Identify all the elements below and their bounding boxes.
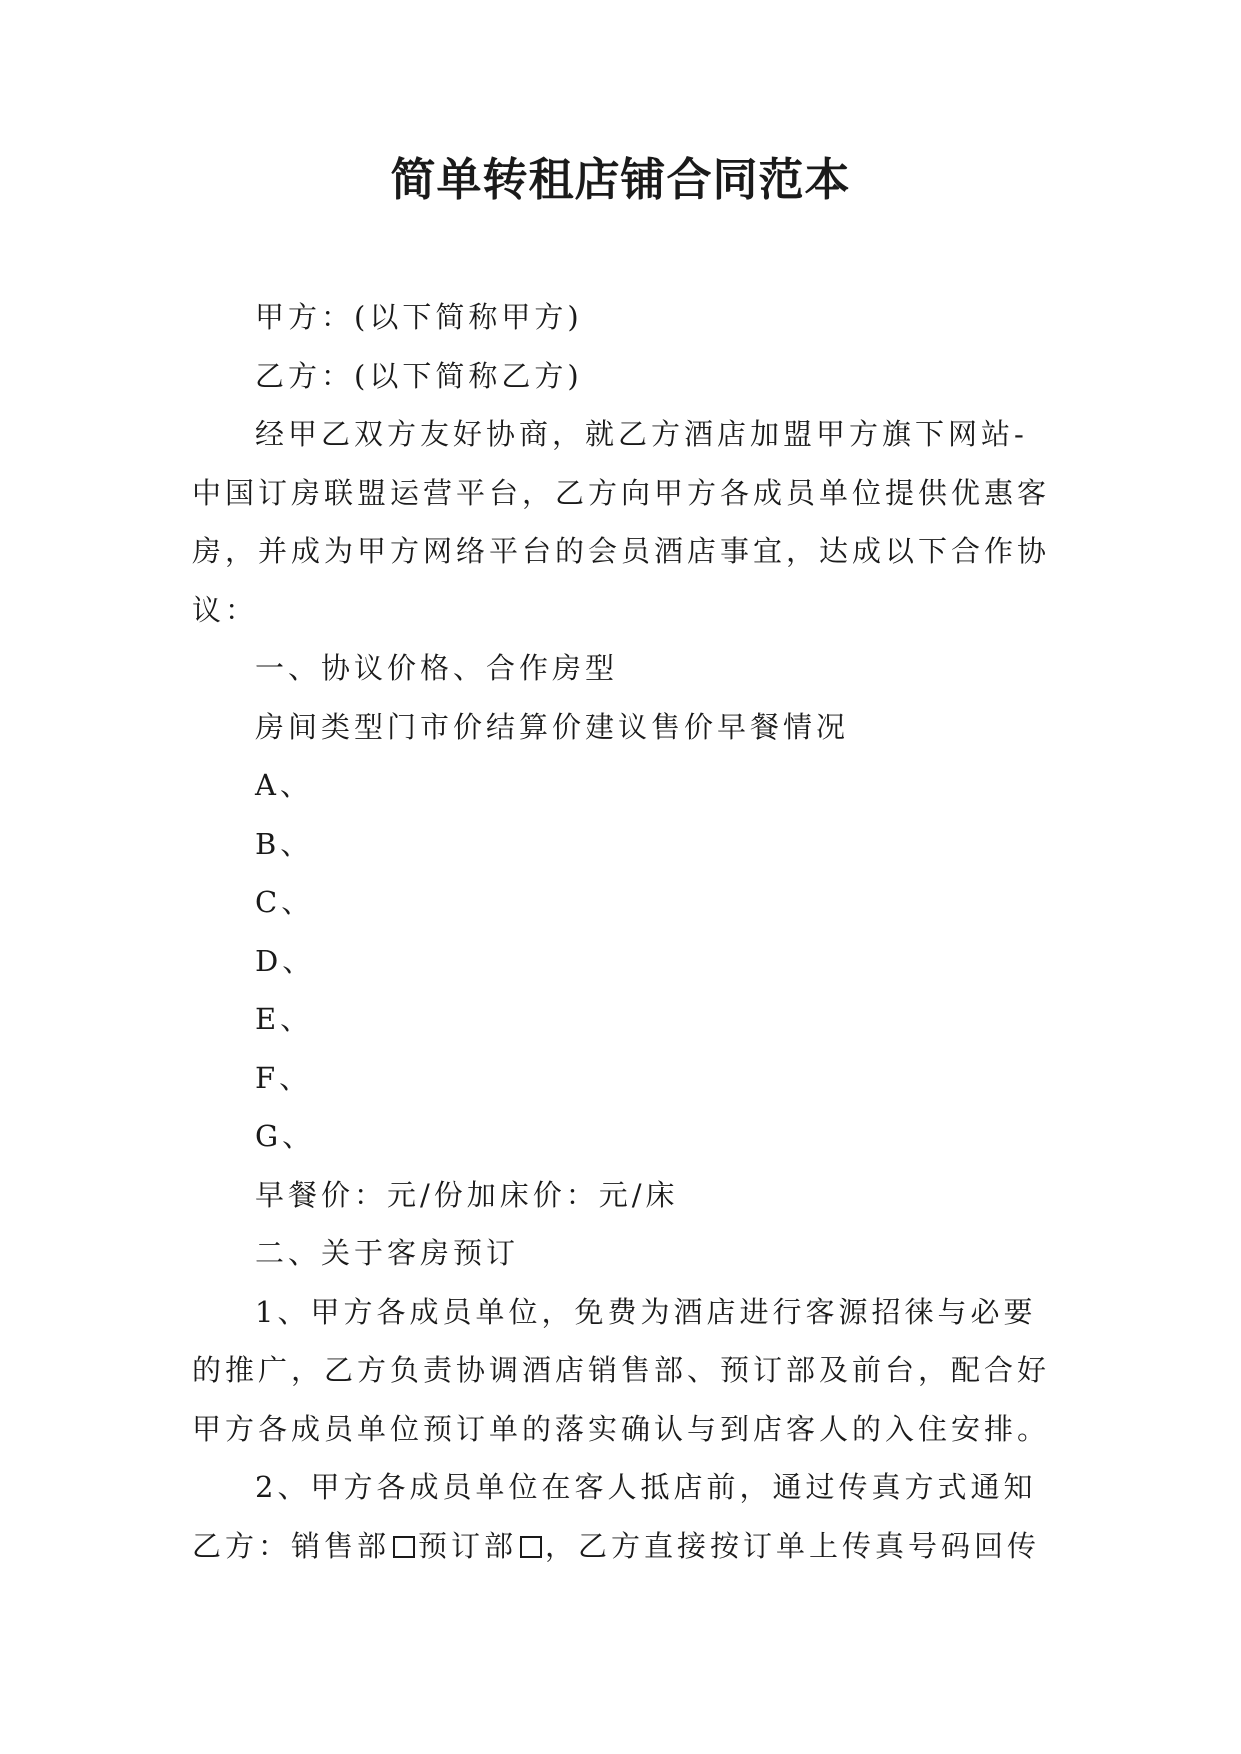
room-item-f: F、 (255, 1060, 313, 1095)
room-item-e: E、 (255, 1002, 314, 1036)
intro-paragraph: 经甲乙双方友好协商，就乙方酒店加盟甲方旗下网站-中国订房联盟运营平台，乙方向甲方各成员单位提供优惠客房，并成为甲方网络平台的会员酒店事宜，达成以下合作协议： (192, 417, 1051, 627)
checkbox-sales-icon (393, 1536, 415, 1558)
clause-2-part3: ，乙方直接按订单上传真号码回传 (545, 1528, 1041, 1563)
document-body (192, 288, 1050, 1575)
clause-2-part2: 预订部 (418, 1528, 518, 1563)
clause-2-part1: 2、甲方各成员单位在客人抵店前，通过传真方式通知乙方：销售部 (192, 1470, 1037, 1563)
section2-heading: 二、关于客房预订 (255, 1236, 520, 1270)
room-item-d: D、 (255, 943, 316, 978)
clause-1: 1、甲方各成员单位，免费为酒店进行客源招徕与必要的推广，乙方负责协调酒店销售部、预订部及前台，配合好甲方各成员单位预订单的落实确认与到店客人的入住安排。 (192, 1294, 1051, 1446)
document-title: 简单转租店铺合同范本 (390, 153, 851, 206)
room-item-g: G、 (255, 1119, 316, 1153)
party-a-line: 甲方：(以下简称甲方) (255, 300, 583, 334)
price-line: 早餐价：元/份加床价：元/床 (255, 1177, 679, 1212)
party-b-line: 乙方：(以下简称乙方) (255, 358, 583, 393)
clause-2 (192, 1458, 1050, 1575)
room-item-c: C、 (255, 885, 315, 919)
room-table-header: 房间类型门市价结算价建议售价早餐情况 (255, 709, 850, 744)
room-item-a: A、 (255, 768, 313, 802)
room-item-b: B、 (255, 826, 314, 861)
checkbox-reservation-icon (520, 1536, 542, 1558)
section1-heading: 一、协议价格、合作房型 (255, 651, 619, 685)
